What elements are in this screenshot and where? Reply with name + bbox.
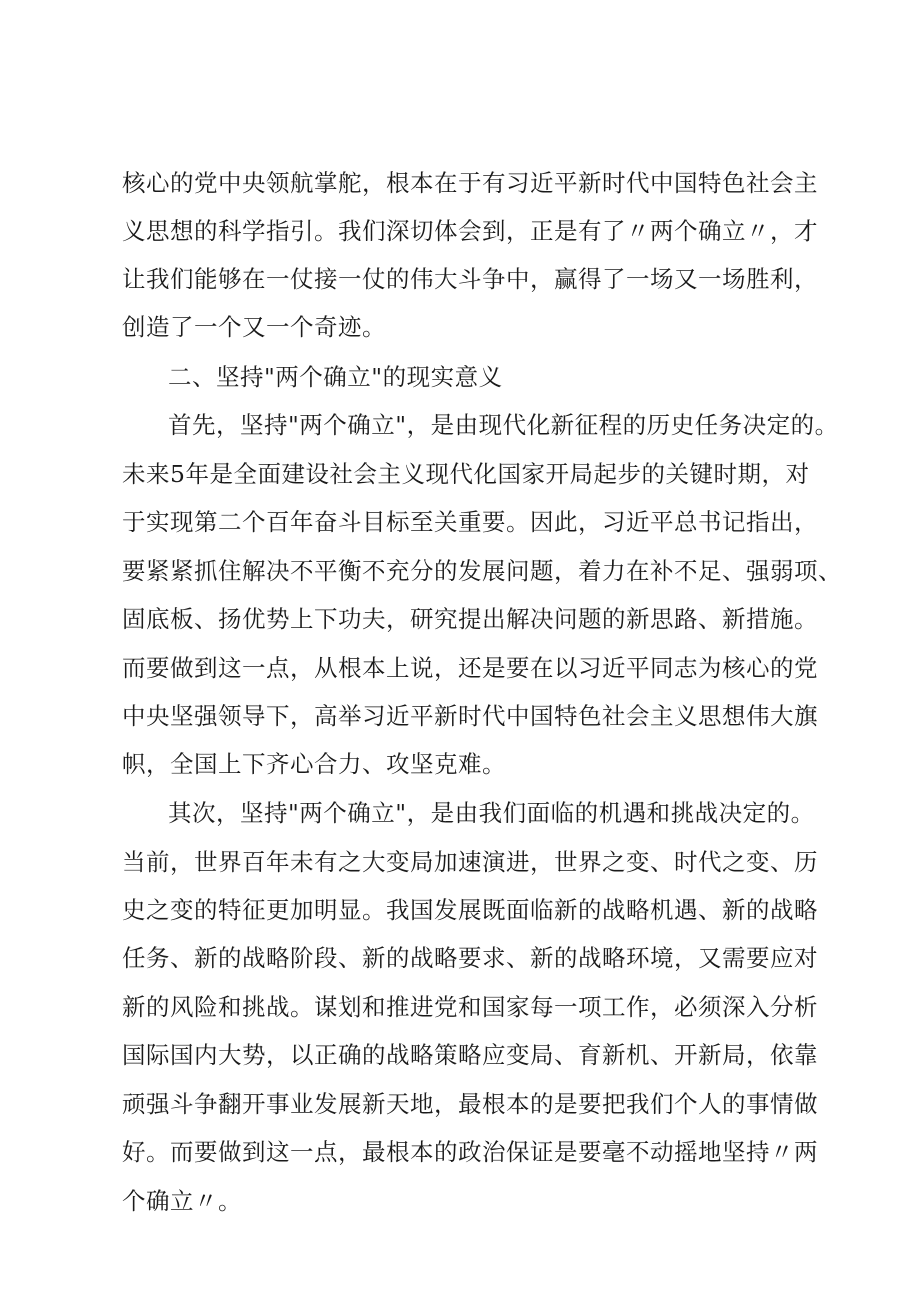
text-line-3: 让我们能够在一仗接一仗的伟大斗争中，赢得了一场又一场胜利， (122, 265, 818, 293)
text-line-20: 顽强斗争翻开事业发展新天地，最根本的是要把我们个人的事情做 (122, 1090, 818, 1118)
text-line-21: 好。而要做到这一点，最根本的政治保证是要毫不动摇地坚持〃两 (122, 1138, 818, 1166)
text-line-13: 帜，全国上下齐心合力、攻坚克难。 (122, 750, 506, 778)
text-line-1: 核心的党中央领航掌舵，根本在于有习近平新时代中国特色社会主 (122, 169, 818, 197)
text-line-9: 要紧紧抓住解决不平衡不充分的发展问题，着力在补不足、强弱项、 (122, 557, 842, 585)
text-line-17: 任务、新的战略阶段、新的战略要求、新的战略环境，又需要应对 (122, 944, 818, 972)
text-line-4: 创造了一个又一个奇迹。 (122, 313, 386, 341)
text-line-10: 固底板、扬优势上下功夫，研究提出解决问题的新思路、新措施。 (122, 605, 818, 633)
text-line-16: 史之变的特征更加明显。我国发展既面临新的战略机遇、新的战略 (122, 896, 818, 924)
text-line-7: 未来5年是全面建设社会主义现代化国家开局起步的关键时期，对 (122, 460, 810, 488)
text-line-2: 义思想的科学指引。我们深切体会到，正是有了〃两个确立〃，才 (122, 217, 818, 245)
text-line-15: 当前，世界百年未有之大变局加速演进，世界之变、时代之变、历 (122, 848, 818, 876)
text-line-14: 其次，坚持"两个确立"，是由我们面临的机遇和挑战决定的。 (168, 799, 815, 827)
text-line-12: 中央坚强领导下，高举习近平新时代中国特色社会主义思想伟大旗 (122, 702, 818, 730)
text-line-19: 国际国内大势，以正确的战略策略应变局、育新机、开新局，依靠 (122, 1041, 818, 1069)
text-line-11: 而要做到这一点，从根本上说，还是要在以习近平同志为核心的党 (122, 654, 818, 682)
text-line-8: 于实现第二个百年奋斗目标至关重要。因此，习近平总书记指出， (122, 508, 818, 536)
text-line-22: 个确立〃。 (122, 1187, 242, 1215)
text-line-6: 首先，坚持"两个确立"，是由现代化新征程的历史任务决定的。 (168, 411, 839, 439)
text-line-18: 新的风险和挑战。谋划和推进党和国家每一项工作，必须深入分析 (122, 993, 818, 1021)
section-heading: 二、坚持"两个确立"的现实意义 (168, 363, 503, 391)
